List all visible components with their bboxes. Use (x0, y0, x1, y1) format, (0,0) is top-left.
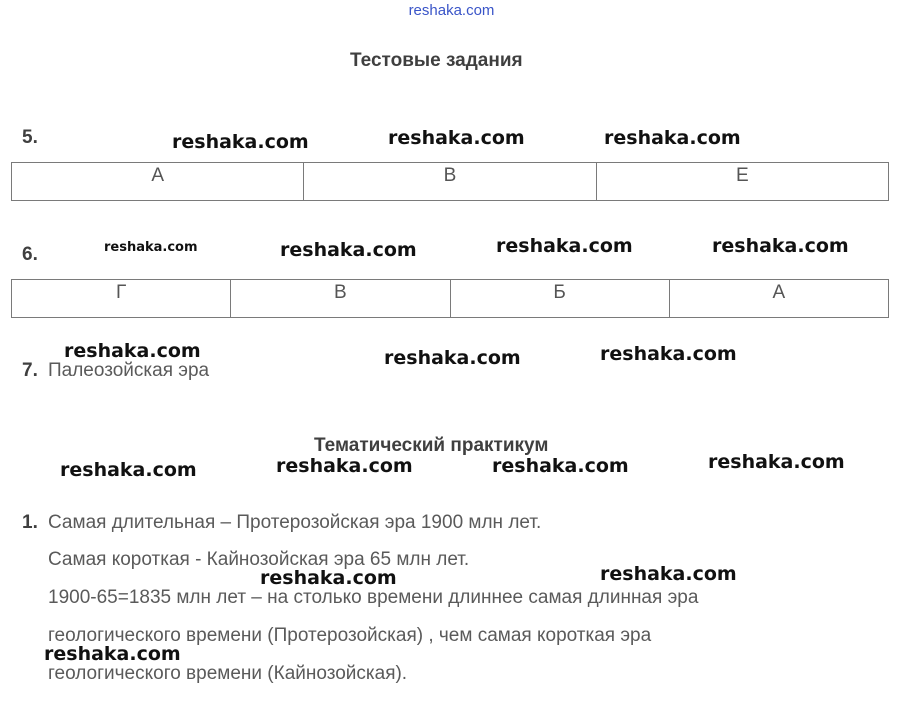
watermark: reshaka.com (712, 235, 849, 257)
watermark: reshaka.com (600, 563, 737, 585)
practicum-line: Самая длительная – Протерозойская эра 1900 млн лет. (48, 512, 542, 533)
answer-cell: Б (450, 280, 669, 318)
practicum-line: 1900-65=1835 млн лет – на столько времени длиннее самая длинная эра (48, 587, 699, 608)
question-5-answer-table (11, 162, 889, 201)
watermark: reshaka.com (388, 127, 525, 149)
question-6-answer-table (11, 279, 889, 318)
watermark: reshaka.com (280, 239, 417, 261)
watermark: reshaka.com (600, 343, 737, 365)
test-section-title: Тестовые задания (350, 50, 523, 71)
watermark: reshaka.com (496, 235, 633, 257)
watermark: reshaka.com (708, 451, 845, 473)
answer-cell: Г (12, 280, 231, 318)
question-7-answer: Палеозойская эра (48, 360, 210, 381)
practicum-line: Самая короткая - Кайнозойская эра 65 млн лет. (48, 549, 470, 570)
question-5-number: 5. (22, 127, 38, 148)
practicum-line: геологического времени (Протерозойская) , чем самая короткая эра (48, 625, 652, 646)
answer-cell: В (304, 163, 596, 201)
watermark: reshaka.com (276, 455, 413, 477)
watermark: reshaka.com (60, 459, 197, 481)
answer-cell: Е (596, 163, 888, 201)
watermark: reshaka.com (64, 340, 201, 362)
answer-cell: А (669, 280, 888, 318)
practicum-task-1-number: 1. (22, 512, 38, 533)
question-7-number: 7. (22, 360, 38, 381)
practicum-line: геологического времени (Кайнозойская). (48, 663, 408, 684)
watermark: reshaka.com (604, 127, 741, 149)
watermark: reshaka.com (492, 455, 629, 477)
question-6-number: 6. (22, 244, 38, 265)
site-link[interactable]: reshaka.com (408, 2, 495, 19)
watermark: reshaka.com (172, 131, 309, 153)
watermark: reshaka.com (44, 643, 181, 665)
practicum-section-title: Тематический практикум (314, 435, 549, 456)
answer-cell: А (12, 163, 304, 201)
watermark: reshaka.com (104, 240, 198, 255)
watermark: reshaka.com (260, 567, 397, 589)
answer-cell: В (231, 280, 450, 318)
watermark: reshaka.com (384, 347, 521, 369)
